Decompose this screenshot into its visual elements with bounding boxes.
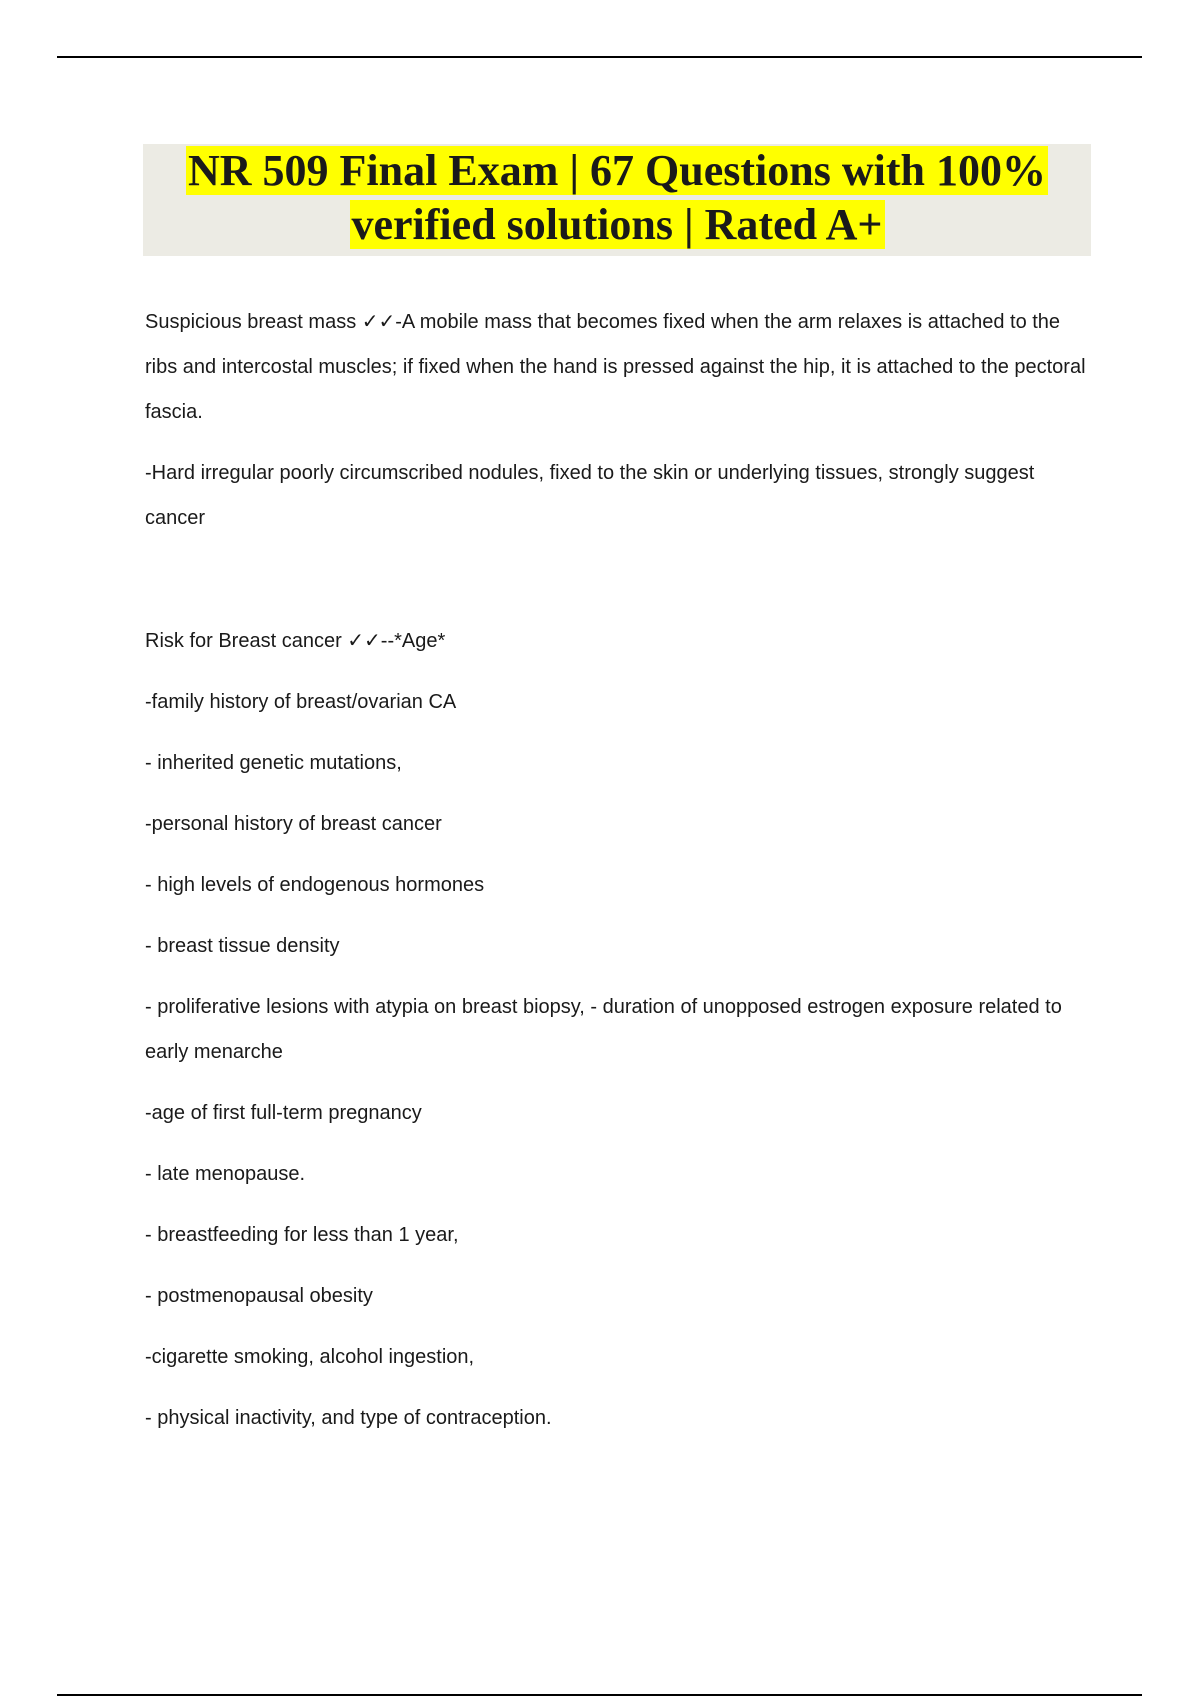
risk-item: - proliferative lesions with atypia on breast biopsy, - duration of unopposed estrogen exposure related to early menarche <box>145 996 1062 1063</box>
question-risk-breast-cancer: Risk for Breast cancer ✓✓--*Age* <box>145 630 446 652</box>
document-title <box>143 144 1091 256</box>
risk-item: - inherited genetic mutations, <box>145 752 402 774</box>
risk-item: -personal history of breast cancer <box>145 813 442 835</box>
title-line-1: NR 509 Final Exam | 67 Questions with 100% <box>188 146 1046 195</box>
risk-item: -age of first full-term pregnancy <box>145 1102 422 1124</box>
risk-item: - breast tissue density <box>145 935 340 957</box>
document-body <box>145 300 1095 1441</box>
answer-hard-nodules: -Hard irregular poorly circumscribed nodules, fixed to the skin or underlying tissues, strongly suggest cancer <box>145 462 1035 529</box>
risk-item: - late menopause. <box>145 1163 306 1185</box>
risk-item: -family history of breast/ovarian CA <box>145 691 457 713</box>
answer-suspicious-breast-mass: Suspicious breast mass ✓✓-A mobile mass that becomes fixed when the arm relaxes is attached to the ribs and intercostal muscles; if fixed when the hand is pressed against the hip, it is attached to the pectoral fascia. <box>145 311 1086 423</box>
risk-item: - physical inactivity, and type of contraception. <box>145 1407 552 1429</box>
title-line-2: verified solutions | Rated A+ <box>351 200 883 249</box>
risk-item: - breastfeeding for less than 1 year, <box>145 1224 459 1246</box>
header-rule <box>57 56 1142 58</box>
risk-item: - postmenopausal obesity <box>145 1285 373 1307</box>
footer-rule <box>57 1694 1142 1696</box>
risk-item: - high levels of endogenous hormones <box>145 874 485 896</box>
risk-item: -cigarette smoking, alcohol ingestion, <box>145 1346 475 1368</box>
